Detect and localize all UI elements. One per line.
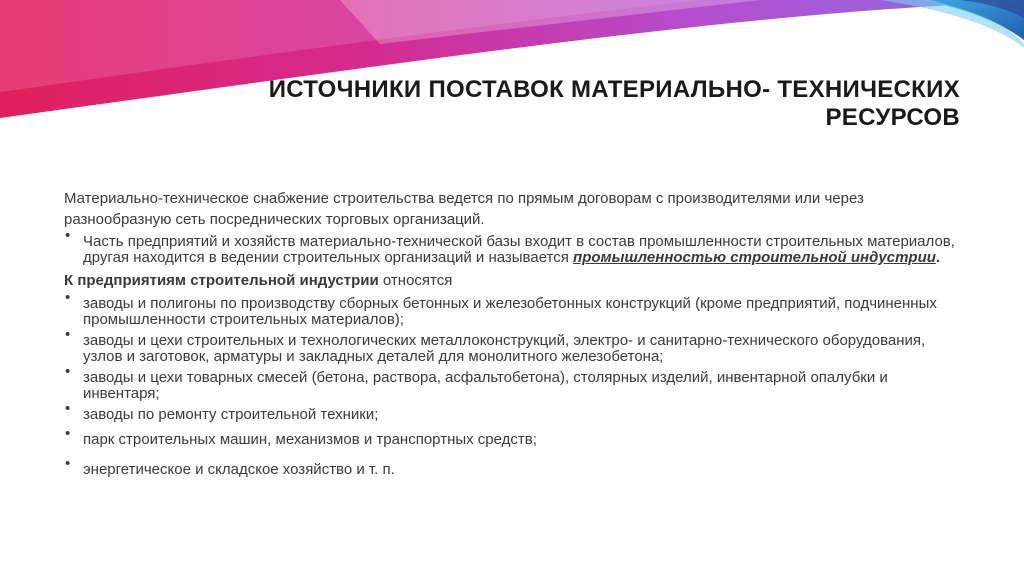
slide-title-line2: РЕСУРСОВ: [825, 104, 960, 131]
list-item-text: парк строительных машин, механизмов и транспортных средств;: [83, 431, 537, 448]
bullet-icon: •: [65, 363, 71, 380]
list-item-text: энергетическое и складское хозяйство и т. п.: [83, 461, 395, 478]
list-item-text: заводы по ремонту строительной техники;: [83, 406, 379, 423]
list-item-text: заводы и полигоны по производству сборных бетонных и железобетонных конструкций (кроме предприятий, подчиненных промышленности строительных материалов);: [83, 295, 937, 328]
sub-heading: [64, 272, 964, 290]
sub-heading-bold: К предприятиям строительной индустрии: [64, 272, 379, 289]
bullet-icon: •: [65, 289, 71, 306]
list-item: [64, 227, 964, 266]
bullet-icon: •: [65, 400, 71, 417]
slide-title: [200, 76, 960, 132]
list-item-text: заводы и цехи строительных и технологических металлоконструкций, электро- и санитарно-технического оборудования, узлов и заготовок, арматуры и закладных деталей для монолитного железобетона;: [83, 332, 926, 365]
list-item-text: заводы и цехи товарных смесей (бетона, раствора, асфальтобетона), столярных изделий, инвентарной опалубки и инвентаря;: [83, 369, 888, 402]
slide-title-line1: ИСТОЧНИКИ ПОСТАВОК МАТЕРИАЛЬНО- ТЕХНИЧЕСКИХ: [268, 76, 960, 103]
first-item-text: Часть предприятий и хозяйств материально-технической базы входит в состав промышленности строительных материалов, другая находится в ведении строительных организаций и называется: [83, 233, 955, 266]
list-item: [64, 400, 964, 423]
first-item-suffix: .: [935, 249, 941, 266]
list-item: [64, 363, 964, 402]
bullet-icon: •: [65, 455, 71, 472]
list-item: [64, 289, 964, 328]
list-item: [64, 455, 964, 478]
enterprise-list: [64, 289, 964, 478]
sub-heading-rest: относятся: [378, 272, 453, 289]
list-item: [64, 326, 964, 365]
bullet-icon: •: [65, 227, 71, 244]
intro-paragraph: Материально-техническое снабжение строительства ведется по прямым договорам с производителями или через разнообразную сеть посреднических торговых организаций.: [64, 190, 864, 228]
slide-body: [64, 188, 964, 483]
bullet-icon: •: [65, 425, 71, 442]
bullet-icon: •: [65, 326, 71, 343]
list-item: [64, 425, 964, 448]
first-item-emphasis: промышленностью строительной индустрии: [573, 249, 936, 266]
